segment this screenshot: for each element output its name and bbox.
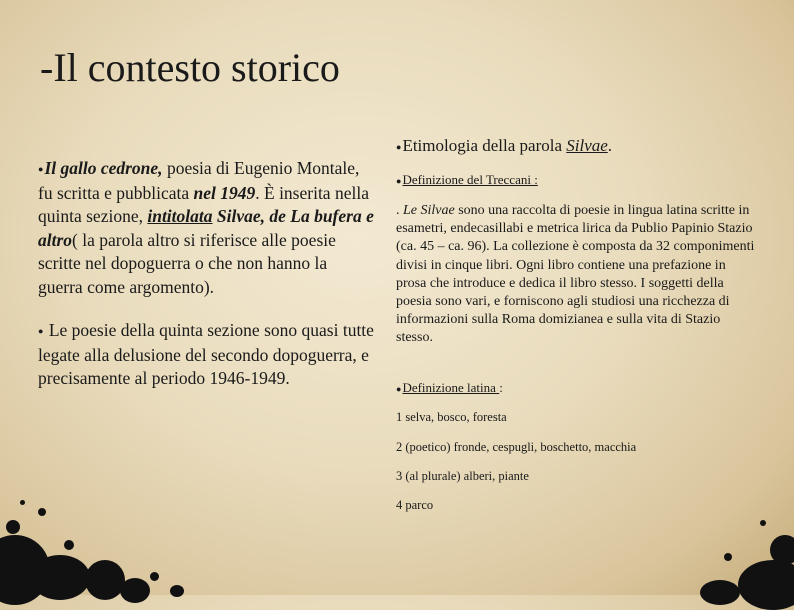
silvae-word: Silvae [566,136,608,155]
slide-title: -Il contesto storico [40,45,340,90]
text-segment: Etimologia della parola [402,136,567,155]
latina-item-4: 4 parco [396,498,434,512]
latina-item-2: 2 (poetico) fronde, cespugli, boschetto, macchia [396,440,637,454]
treccani-definition [396,202,756,348]
text-segment: . È inserita nella quinta sezione, [38,182,369,227]
poem-title: Il gallo cedrone, [44,158,163,178]
latina-item-3: 3 (al plurale) alberi, piante [396,469,529,483]
text-segment: Definizione del Treccani : [402,172,538,187]
collection-title: Silvae, de La bufera e altro [38,206,374,250]
latina-label [396,380,756,396]
bullet-icon: ● [38,164,44,175]
paragraph-gallo-cedrone [38,157,376,299]
left-column [38,157,376,411]
latina-item-1: 1 selva, bosco, foresta [396,410,507,424]
text-segment: . [607,136,613,155]
intitolata-word: intitolata [147,206,213,227]
paragraph-quinta-sezione [38,319,376,391]
text-segment: poesia di Eugenio Montale, fu scritta e pubblicata [38,158,360,203]
treccani-label [396,172,756,188]
bullet-icon: ● [396,176,402,187]
bullet-icon: ● [38,326,44,337]
bullet-icon: ● [396,384,402,395]
text-segment: : [499,380,503,395]
text-segment: Definizione latina [402,380,500,395]
le-silvae-title: Le Silvae [403,203,455,218]
text-segment: sono una raccolta di poesie in lingua latina scritte in esametri, endecasillabi e metrica lirica da Publio Papinio Stazio (ca. 45 – ca. 96). La collezione è composta da 32 componimenti divisi in cinque libri. Ogni libro contiene una prefazione in prosa che introduce e dedica il libro stesso. I soggetti della poesia sono vari, e forniscono agli studiosi una ricchezza di informazioni sulla Roma domizianea e sulla vita di Stazio stesso. [396,203,755,346]
bullet-icon: ● [396,142,402,153]
text-segment: . [396,203,403,218]
text-segment: ( la parola altro si riferisce alle poesie scritte nel dopoguerra o che non hanno la guerra come argomento). [38,229,336,297]
text-segment: Le poesie della quinta sezione sono quasi tutte legate alla delusione del secondo dopoguerra, e precisamente al periodo 1946-1949. [38,320,374,389]
etymology-heading [396,136,756,156]
date-highlight: nel 1949 [193,182,256,203]
